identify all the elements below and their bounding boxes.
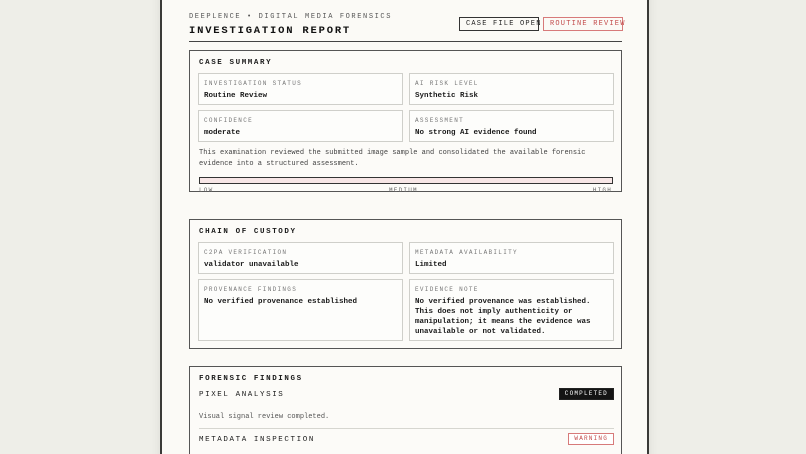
case-summary-title: CASE SUMMARY xyxy=(199,59,273,67)
field-value: validator unavailable xyxy=(204,261,299,269)
report-title: INVESTIGATION REPORT xyxy=(189,25,352,37)
risk-scale-medium-label: MEDIUM xyxy=(389,187,418,194)
assessment-field xyxy=(409,110,614,142)
case-summary-description: This examination reviewed the submitted image sample and consolidated the available forensic evidence into a structured assessment. xyxy=(199,149,586,168)
finding-name: METADATA INSPECTION xyxy=(199,436,315,444)
forensic-findings-section xyxy=(189,366,622,454)
risk-scale-bar xyxy=(199,177,613,184)
case-file-open-badge[interactable]: CASE FILE OPEN xyxy=(459,17,539,31)
field-label: EVIDENCE NOTE xyxy=(415,286,479,293)
field-label: ASSESSMENT xyxy=(415,117,465,124)
report-header xyxy=(189,13,626,41)
field-label: METADATA AVAILABILITY xyxy=(415,249,518,256)
status-badge: COMPLETED xyxy=(559,388,614,400)
finding-divider xyxy=(199,428,614,429)
case-summary-section xyxy=(189,50,622,192)
confidence-field xyxy=(198,110,403,142)
field-value: No verified provenance was established. This does not imply authenticity or manipulation; it means the evidence was unavailable or not validated. xyxy=(415,298,591,336)
metadata-availability-field xyxy=(409,242,614,274)
chain-of-custody-title: CHAIN OF CUSTODY xyxy=(199,228,297,236)
field-value: No verified provenance established xyxy=(204,298,358,306)
page-background-left xyxy=(0,0,160,454)
investigation-status-field xyxy=(198,73,403,105)
field-value: Limited xyxy=(415,261,447,269)
header-divider xyxy=(189,41,622,42)
report-kicker: DEEPLENCE • DIGITAL MEDIA FORENSICS xyxy=(189,13,393,21)
field-label: PROVENANCE FINDINGS xyxy=(204,286,298,293)
provenance-findings-field xyxy=(198,279,403,341)
status-badge: WARNING xyxy=(568,433,614,445)
field-label: CONFIDENCE xyxy=(204,117,254,124)
page-background-right xyxy=(649,0,806,454)
ai-risk-level-field xyxy=(409,73,614,105)
field-label: C2PA VERIFICATION xyxy=(204,249,288,256)
evidence-note-field xyxy=(409,279,614,341)
forensic-findings-title: FORENSIC FINDINGS xyxy=(199,375,303,383)
c2pa-verification-field xyxy=(198,242,403,274)
field-value: moderate xyxy=(204,129,241,137)
field-label: INVESTIGATION STATUS xyxy=(204,80,303,87)
risk-scale-high-label: HIGH xyxy=(592,187,612,194)
field-value: No strong AI evidence found xyxy=(415,129,537,137)
finding-row-metadata-inspection[interactable] xyxy=(199,436,614,444)
risk-scale-low-label: LOW xyxy=(199,187,214,194)
routine-review-badge[interactable]: ROUTINE REVIEW xyxy=(543,17,623,31)
finding-name: PIXEL ANALYSIS xyxy=(199,391,285,399)
investigation-report xyxy=(160,0,649,454)
field-value: Routine Review xyxy=(204,92,268,100)
finding-row-pixel-analysis[interactable] xyxy=(199,391,614,399)
field-label: AI RISK LEVEL xyxy=(415,80,479,87)
finding-description: Visual signal review completed. xyxy=(199,413,330,421)
field-value: Synthetic Risk xyxy=(415,92,479,100)
chain-of-custody-section xyxy=(189,219,622,349)
